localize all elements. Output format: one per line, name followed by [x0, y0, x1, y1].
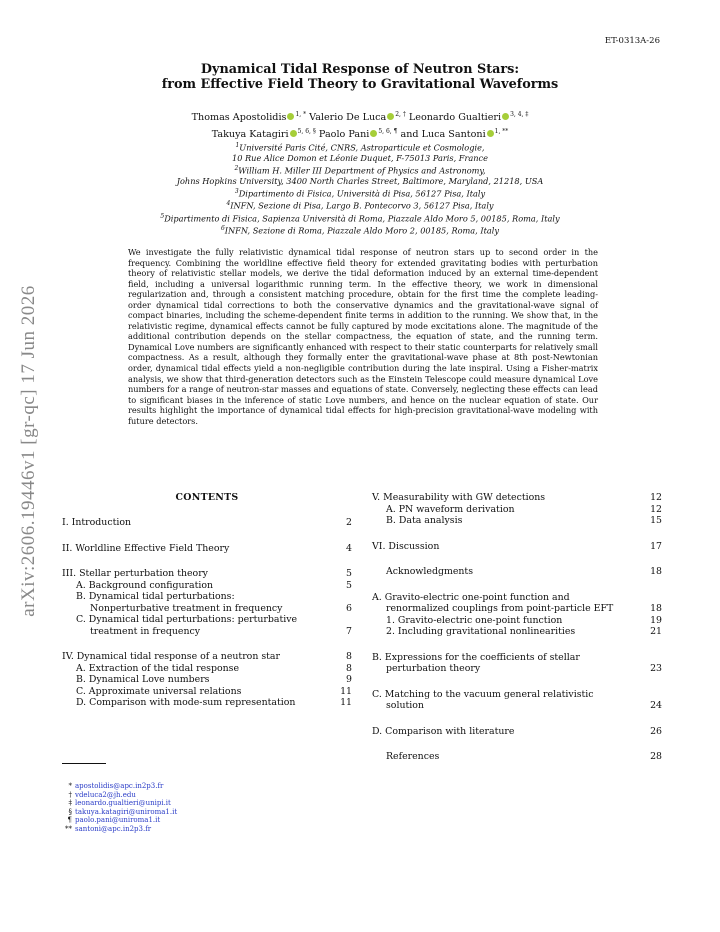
- affiliation-line: [0, 199, 720, 211]
- toc-entry[interactable]: [372, 603, 662, 615]
- toc-gap: [372, 638, 662, 652]
- toc-entry-page: [642, 592, 662, 604]
- affiliation-number: 4: [226, 200, 231, 208]
- toc-entry-page: 15: [650, 515, 662, 526]
- toc-entry-label: Nonperturbative treatment in frequency: [90, 602, 283, 614]
- author-affil-mark: 1, **: [494, 128, 509, 136]
- affiliation-text: 10 Rue Alice Domon et Léonie Duquet, F-75013 Paris, France: [231, 153, 488, 164]
- footnote: [62, 825, 177, 834]
- affiliation-line: [0, 153, 720, 164]
- toc-entry-label: VI. Discussion: [372, 540, 440, 552]
- toc-entry-page: 28: [650, 751, 662, 762]
- toc-entry[interactable]: [372, 541, 662, 553]
- orcid-icon[interactable]: [290, 130, 297, 137]
- footnotes: [62, 782, 177, 834]
- toc-entry[interactable]: [372, 515, 662, 527]
- toc-entry-page: 7: [346, 625, 352, 637]
- toc-entry-label: solution: [386, 700, 424, 711]
- toc-entry-label: B. Data analysis: [386, 515, 463, 526]
- toc-gap: [372, 737, 662, 751]
- toc-entry-page: 8: [346, 662, 352, 674]
- toc-entry-page: 23: [650, 663, 662, 674]
- author-name: Valerio De Luca: [309, 112, 387, 124]
- affiliation-number: 5: [160, 212, 165, 220]
- email-link[interactable]: santoni@apc.in2p3.fr: [75, 824, 152, 833]
- toc-entry-page: 19: [650, 614, 662, 626]
- toc-entry-page: 9: [346, 674, 352, 685]
- toc-entry-page: 17: [650, 540, 662, 552]
- toc-entry-page: 21: [650, 626, 662, 637]
- affiliation-line: [0, 176, 720, 187]
- affiliation-number: 3: [234, 187, 239, 195]
- author-name: Thomas Apostolidis: [191, 112, 287, 124]
- affiliation-number: 6: [220, 224, 225, 232]
- toc-right-column: [372, 492, 662, 763]
- toc-gap: [372, 578, 662, 592]
- toc-entry[interactable]: [62, 697, 352, 709]
- footnote: [62, 782, 177, 791]
- toc-entry-page: 11: [340, 697, 352, 708]
- toc-entry-page: 12: [650, 492, 662, 503]
- toc-entry[interactable]: [372, 492, 662, 504]
- toc-entry-label: B. Dynamical tidal perturbations:: [76, 591, 235, 602]
- affiliation-text: Dipartimento di Fisica, Sapienza Università di Roma, Piazzale Aldo Moro 5, 00185, Roma, Italy: [164, 213, 560, 224]
- toc-entry[interactable]: [372, 504, 662, 516]
- author-affil-mark: 5, 6, ¶: [378, 128, 398, 136]
- author-affil-mark: 2, †: [395, 111, 406, 118]
- author-and: and: [400, 129, 419, 141]
- toc-entry[interactable]: [62, 626, 352, 638]
- toc-entry[interactable]: [62, 543, 352, 555]
- toc-gap: [372, 675, 662, 689]
- toc-entry[interactable]: [62, 568, 352, 580]
- toc-gap: [62, 529, 352, 543]
- toc-entry[interactable]: [372, 566, 662, 578]
- toc-entry-label: A. Background configuration: [76, 579, 214, 591]
- toc-entry-label: IV. Dynamical tidal response of a neutron star: [62, 651, 280, 662]
- footnote: [62, 791, 177, 800]
- affiliation-text: INFN, Sezione di Pisa, Largo B. Pontecorvo 3, 56127 Pisa, Italy: [230, 200, 494, 211]
- author-line-1: [0, 108, 720, 125]
- toc-entry-page: 12: [650, 503, 662, 515]
- orcid-icon[interactable]: [487, 130, 494, 137]
- toc-entry-label: V. Measurability with GW detections: [372, 492, 546, 503]
- toc-entry-page: 5: [346, 579, 352, 591]
- toc-entry-label: 1. Gravito-electric one-point function: [386, 614, 563, 626]
- affiliations: [0, 141, 720, 236]
- author-name: Paolo Pani: [318, 129, 370, 141]
- author-affil-mark: 1, *: [295, 111, 307, 118]
- footnote: [62, 808, 177, 817]
- toc-entry-label: III. Stellar perturbation theory: [62, 568, 208, 579]
- toc-gap: [372, 552, 662, 566]
- toc-entry-page: 5: [346, 568, 352, 579]
- abstract: We investigate the fully relativistic dynamical tidal response of neutron stars up to second order in the frequency. Combining the worldline effective field theory for extended gravitating bodies with perturbation theory of relativistic stellar models, we derive the tidal deformation induced by an external time-dependent field, including a universal logarithmic running term. In the effective theory, we work in dimensional regularization and, through a consistent matching procedure, obtain for the first time the complete leading-order dynamical tidal corrections to both the conservative dynamics and the gravitational-wave signal of compact binaries, including the scheme-dependent finite terms in addition to the running. We show that, in the relativistic regime, dynamical effects cannot be fully captured by mode excitations alone. The magnitude of the additional contribution depends on the stellar compactness, the equation of state, and the running term. Dynamical Love numbers are significantly enhanced with respect to their static counterparts for relatively small compactness. As a result, although they formally enter the gravitational-wave phase at 8th post-Newtonian order, dynamical tidal effects yield a non-negligible contribution during the late inspiral. Using a Fisher-matrix analysis, we show that third-generation detectors such as the Einstein Telescope could measure dynamical Love numbers for a range of neutron-star masses and equations of state. Conversely, neglecting these effects can lead to significant biases in the inference of static Love numbers, and hence on the nuclear equation of state. Our results highlight the importance of dynamical tidal effects for high-precision gravitational-wave modeling with future detectors.: [128, 247, 598, 426]
- toc-entry[interactable]: [372, 652, 662, 664]
- toc-gap: [62, 554, 352, 568]
- toc-gap: [372, 712, 662, 726]
- affiliation-text: INFN, Sezione di Roma, Piazzale Aldo Moro 2, 00185, Roma, Italy: [224, 225, 500, 236]
- toc-entry-label: B. Expressions for the coefficients of stellar: [372, 651, 580, 663]
- author-name: Luca Santoni: [421, 129, 486, 141]
- toc-entry-label: Acknowledgments: [386, 566, 474, 577]
- toc-entry[interactable]: [62, 674, 352, 686]
- toc-entry-label: References: [386, 751, 440, 762]
- toc-entry[interactable]: [372, 592, 662, 604]
- author-affil-mark: 3, 4, ‡: [510, 111, 529, 118]
- toc-entry-label: perturbation theory: [386, 663, 481, 674]
- toc-entry[interactable]: [62, 686, 352, 698]
- toc-entry-label: B. Dynamical Love numbers: [76, 674, 210, 685]
- toc-entry-page: 2: [346, 517, 352, 528]
- email-link[interactable]: takuya.katagiri@uniroma1.it: [75, 807, 178, 816]
- affiliation-line: [0, 224, 720, 236]
- orcid-icon[interactable]: [370, 130, 377, 137]
- contents-heading: CONTENTS: [175, 492, 239, 503]
- toc-entry[interactable]: [372, 615, 662, 627]
- affiliation-line: [0, 141, 720, 153]
- author-name: Leonardo Gualtieri: [408, 112, 502, 124]
- toc-entry-page: 6: [346, 602, 352, 614]
- footnote: [62, 816, 177, 825]
- toc-entry-label: I. Introduction: [62, 517, 132, 528]
- orcid-icon[interactable]: [387, 113, 394, 120]
- affiliation-number: 1: [235, 142, 240, 149]
- toc-entry[interactable]: [372, 663, 662, 675]
- toc-entry-label: C. Matching to the vacuum general relativistic: [372, 688, 594, 700]
- arxiv-identifier: arXiv:2606.19446v1 [gr-qc] 17 Jun 2026: [18, 285, 39, 617]
- toc-entry-label: D. Comparison with mode-sum representation: [76, 697, 296, 708]
- toc-entry-page: [332, 614, 352, 626]
- toc-entry[interactable]: [62, 651, 352, 663]
- affiliation-line: [0, 187, 720, 199]
- toc-entry[interactable]: [62, 580, 352, 592]
- email-link[interactable]: leonardo.gualtieri@unipi.it: [75, 799, 171, 808]
- toc-entry-label: II. Worldline Effective Field Theory: [62, 542, 230, 554]
- paper-title: [0, 62, 720, 92]
- toc-entry-label: A. Extraction of the tidal response: [76, 662, 240, 674]
- toc-entry-page: [642, 689, 662, 701]
- toc-list: [62, 517, 352, 709]
- affiliation-text: Dipartimento di Fisica, Università di Pisa, 56127 Pisa, Italy: [238, 188, 486, 199]
- footnote-rule: [62, 763, 106, 764]
- author-name: Takuya Katagiri: [211, 129, 289, 141]
- toc-entry-page: [642, 652, 662, 664]
- toc-left-column: [62, 492, 352, 709]
- toc-entry-page: 11: [340, 685, 352, 697]
- author-line-2: [0, 125, 720, 142]
- toc-entry-page: 4: [346, 542, 352, 554]
- report-number: ET-0313A-26: [604, 36, 660, 46]
- footnote-mark: §: [68, 807, 72, 816]
- toc-entry-page: [332, 591, 352, 603]
- toc-entry[interactable]: [62, 663, 352, 675]
- email-link[interactable]: paolo.pani@uniroma1.it: [75, 816, 161, 825]
- toc-entry-label: A. PN waveform derivation: [386, 503, 515, 515]
- toc-entry-page: 26: [650, 725, 662, 737]
- toc-entry[interactable]: [372, 689, 662, 701]
- footnote-mark: *: [68, 782, 72, 790]
- toc-entry-label: C. Approximate universal relations: [76, 685, 242, 697]
- toc-entry[interactable]: [372, 751, 662, 763]
- orcid-icon[interactable]: [287, 113, 294, 120]
- toc-entry-label: C. Dynamical tidal perturbations: perturbative: [76, 614, 298, 625]
- toc-entry-page: 24: [650, 700, 662, 711]
- affiliation-number: 2: [234, 164, 239, 172]
- toc-entry[interactable]: [62, 517, 352, 529]
- toc-entry-page: 18: [650, 603, 662, 614]
- footnote-mark: ¶: [67, 816, 72, 825]
- affiliation-text: Université Paris Cité, CNRS, Astroparticule et Cosmologie,: [239, 142, 485, 153]
- toc-entry[interactable]: [62, 614, 352, 626]
- author-affil-mark: 5, 6, §: [297, 128, 316, 136]
- affiliation-text: William H. Miller III Department of Physics and Astronomy,: [238, 165, 486, 176]
- toc-gap: [372, 527, 662, 541]
- footnote-mark: **: [65, 824, 72, 833]
- email-link[interactable]: apostolidis@apc.in2p3.fr: [75, 782, 164, 790]
- toc-entry-label: 2. Including gravitational nonlinearities: [386, 626, 576, 637]
- orcid-icon[interactable]: [502, 113, 509, 120]
- title-line-1: Dynamical Tidal Response of Neutron Stars:: [200, 62, 520, 77]
- toc-entry[interactable]: [372, 626, 662, 638]
- email-link[interactable]: vdeluca2@jh.edu: [75, 790, 136, 799]
- toc-entry-label: A. Gravito-electric one-point function and: [372, 591, 570, 603]
- toc-entry-label: D. Comparison with literature: [372, 725, 515, 737]
- footnote: [62, 799, 177, 808]
- author-list: [0, 108, 720, 142]
- toc-entry-label: renormalized couplings from point-particle EFT: [386, 603, 614, 614]
- footnote-mark: †: [68, 790, 72, 799]
- toc-entry[interactable]: [372, 726, 662, 738]
- toc-entry[interactable]: [62, 591, 352, 603]
- toc-entry[interactable]: [62, 603, 352, 615]
- toc-list: [372, 492, 662, 763]
- toc-entry-page: 18: [650, 566, 662, 577]
- toc-entry[interactable]: [372, 700, 662, 712]
- affiliation-line: [0, 164, 720, 176]
- toc-gap: [62, 637, 352, 651]
- affiliation-text: Johns Hopkins University, 3400 North Charles Street, Baltimore, Maryland, 21218, USA: [176, 176, 544, 187]
- title-line-2: from Effective Field Theory to Gravitational Waveforms: [161, 77, 559, 92]
- toc-entry-page: 8: [346, 651, 352, 662]
- toc-entry-label: treatment in frequency: [90, 625, 201, 637]
- footnote-mark: ‡: [68, 799, 72, 808]
- affiliation-line: [0, 212, 720, 224]
